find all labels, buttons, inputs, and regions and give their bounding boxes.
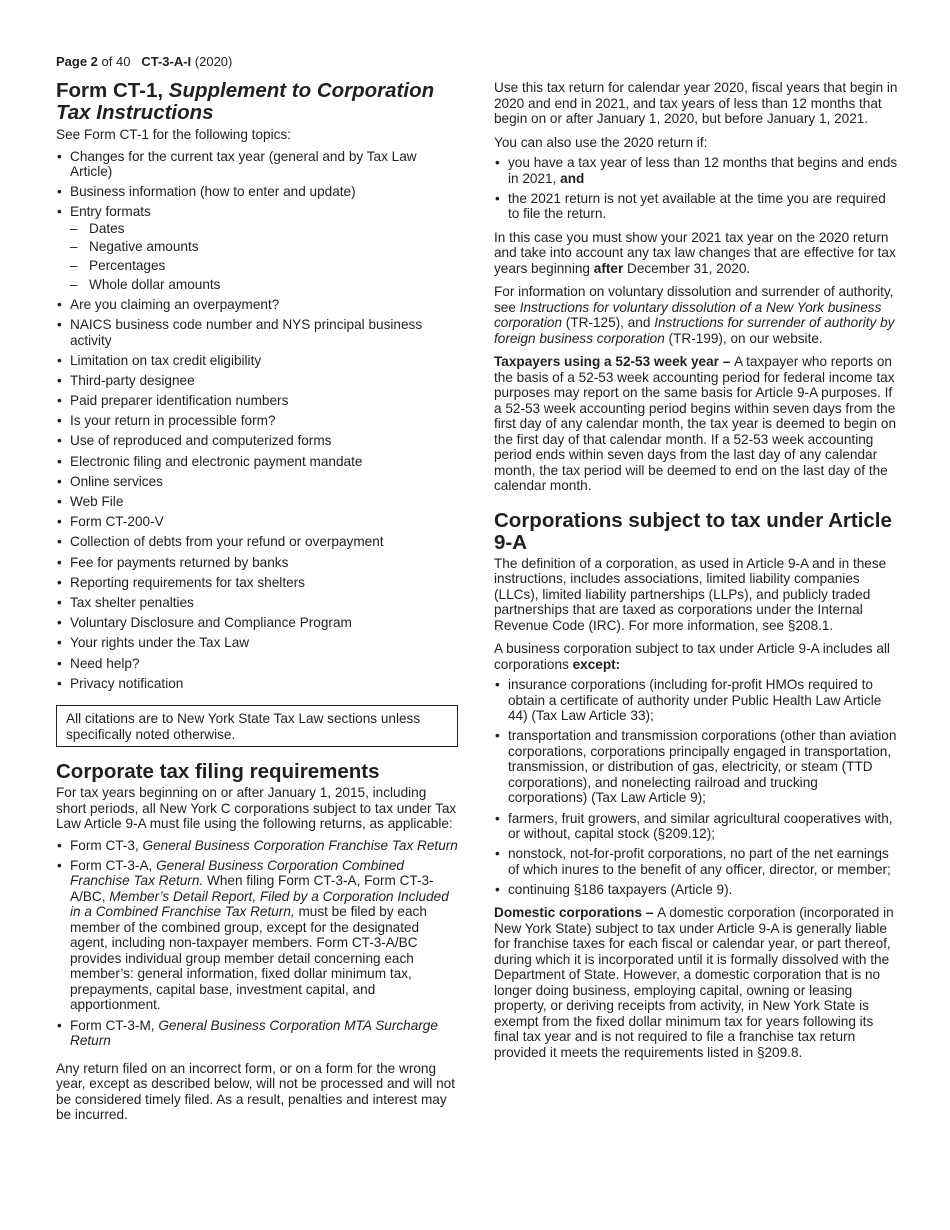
entry-format-item: – Dates [70,221,460,237]
exception-item: • transportation and transmission corporations (other than aviation corporations, corporations principally engaged in transportation, transmission, or distribution of gas, electricity, or steam (TTD corporations), and nonelecting railroad and trucking corporations) (Tax Law Article 9); [494,728,898,806]
topic-item: • Is your return in processible form? [56,413,460,429]
paragraph: Use this tax return for calendar year 2020, fiscal years that begin in 2020 and end in 2021, and tax years of less than 12 months that begin on or after January 1, 2020, but before January 1, 2021. [494,80,898,126]
conditions-list [494,155,898,222]
topic-item: • Online services [56,474,460,490]
list-item: • Form CT-3-A, General Business Corporation Combined Franchise Tax Return. When filing Form CT-3-A, Form CT-3-A/BC, Member’s Detail Report, Filed by a Corporation Included in a Combined Franchise Tax Return, must be filed by each member of the combined group, except for the designated agent, including non-taxpayer members. Form CT-3-A/BC provides individual group member detail concerning each member’s: general information, fixed dollar minimum tax, prepayments, capital base, investment capital, and apportionment. [56,858,460,1013]
page-header [56,54,232,69]
entry-formats-wrapper [56,221,460,293]
topic-item: • Need help? [56,656,460,672]
entry-format-item: – Negative amounts [70,239,460,255]
list-item: • Form CT-3-M, General Business Corporation MTA Surcharge Return [56,1018,460,1049]
section-title-filing: Corporate tax filing requirements [56,760,380,784]
paragraph: The definition of a corporation, as used in Article 9-A and in these instructions, includes associations, limited liability companies (LLCs), limited liability partnerships (LLPs), and publicly traded partnerships that are taxed as corporations under the Internal Revenue Code (IRC). For more information, see §208.1. [494,555,887,633]
exceptions-list [494,677,898,897]
topic-item: • Business information (how to enter and update) [56,184,460,200]
paragraph: Domestic corporations – A domestic corporation (incorporated in New York State) subject to tax under Article 9-A is generally liable for franchise taxes for each fiscal or calendar year, or part thereof, during which it is incorporated until it is formally dissolved with the Department of State. However, a domestic corporation that is no longer doing business, employing capital, owning or leasing property, or deriving receipts from activity, in New York State is exempt from the fixed dollar minimum tax for years following its final tax year and is not required to file a franchise tax return provided it meets the requirements listed in §209.8. [494,905,894,1060]
topic-item: • Use of reproduced and computerized forms [56,433,460,449]
list-item: • Form CT-3, General Business Corporation Franchise Tax Return [56,838,460,854]
paragraph: You can also use the 2020 return if: [494,134,708,150]
topic-item: • Electronic filing and electronic payment mandate [56,454,460,470]
exception-item: • continuing §186 taxpayers (Article 9). [494,882,898,898]
right-column [494,80,898,1068]
entry-formats-list [70,221,460,293]
paragraph: A business corporation subject to tax under Article 9-A includes all corporations except: [494,641,890,672]
topic-item: • Collection of debts from your refund or overpayment [56,534,460,550]
paragraph: In this case you must show your 2021 tax year on the 2020 return and take into account any tax law changes that are effective for tax years beginning after December 31, 2020. [494,229,896,276]
section-title-ct1: Form CT-1, Supplement to Corporation Tax Instructions [56,79,435,124]
page-number: Page 2 [56,54,98,69]
topics-list [56,149,460,692]
left-column [56,80,460,1131]
exception-item: • nonstock, not-for-profit corporations, no part of the net earnings of which inures to the benefit of any officer, director, or member; [494,846,898,877]
paragraph: Taxpayers using a 52-53 week year – A taxpayer who reports on the basis of a 52-53 week accounting period for federal income tax purposes may report on the same basis for Article 9-A purposes. If a 52-53 week accounting period begins within seven days from the first day of any calendar month, the tax year is deemed to begin on the first day of that calendar month. If a 52-53 week accounting period ends within seven days from the last day of any calendar month, the tax period will be deemed to end on the last day of the calendar month. [494,354,897,494]
topic-item: • Web File [56,494,460,510]
topic-item: • Tax shelter penalties [56,595,460,611]
exception-item: • insurance corporations (including for-profit HMOs required to obtain a certificate of authority under Public Health Law Article 44) (Tax Law Article 33); [494,677,898,724]
filing-outro: Any return filed on an incorrect form, or on a form for the wrong year, except as described below, will not be processed and will not be considered timely filed. As a result, penalties and interest may be incurred. [56,1060,455,1123]
form-number: CT-3-A-I [141,54,192,69]
entry-format-item: – Whole dollar amounts [70,277,460,293]
topic-item: • Entry formats [56,204,460,220]
topic-item: • Paid preparer identification numbers [56,393,460,409]
topic-item: • Fee for payments returned by banks [56,555,460,571]
list-item: • the 2021 return is not yet available at the time you are required to file the return. [494,191,898,222]
return-forms-list [56,838,460,1049]
section-title-article-9a: Corporations subject to tax under Article 9-A [494,508,892,554]
list-item: • you have a tax year of less than 12 months that begins and ends in 2021, and [494,155,898,186]
topic-item: • Changes for the current tax year (general and by Tax Law Article) [56,149,460,180]
topic-item: • Limitation on tax credit eligibility [56,353,460,369]
topic-item: • Your rights under the Tax Law [56,635,460,651]
topic-item: • Third-party designee [56,373,460,389]
topic-item: • Privacy notification [56,676,460,692]
topic-item: • Are you claiming an overpayment? [56,297,460,313]
filing-intro: For tax years beginning on or after January 1, 2015, including short periods, all New York C corporations subject to tax under Tax Law Article 9-A must file using the following returns, as applicable: [56,785,457,832]
topic-item: • Reporting requirements for tax shelters [56,575,460,591]
topic-item: • NAICS business code number and NYS principal business activity [56,317,460,348]
form-year: (2020) [194,54,233,69]
topic-item: • Voluntary Disclosure and Compliance Program [56,615,460,631]
section-intro: See Form CT-1 for the following topics: [56,127,291,142]
citation-note-box: All citations are to New York State Tax Law sections unless specifically noted otherwise. [56,705,458,747]
exception-item: • farmers, fruit growers, and similar agricultural cooperatives with, or without, capital stock (§209.12); [494,811,898,842]
page-count: of 40 [101,54,131,69]
entry-format-item: – Percentages [70,258,460,274]
paragraph: For information on voluntary dissolution and surrender of authority, see Instructions for voluntary dissolution of a New York business corporation (TR-125), and Instructions for surrender of authority by foreign business corporation (TR-199), on our website. [494,284,895,346]
topic-item: • Form CT-200-V [56,514,460,530]
